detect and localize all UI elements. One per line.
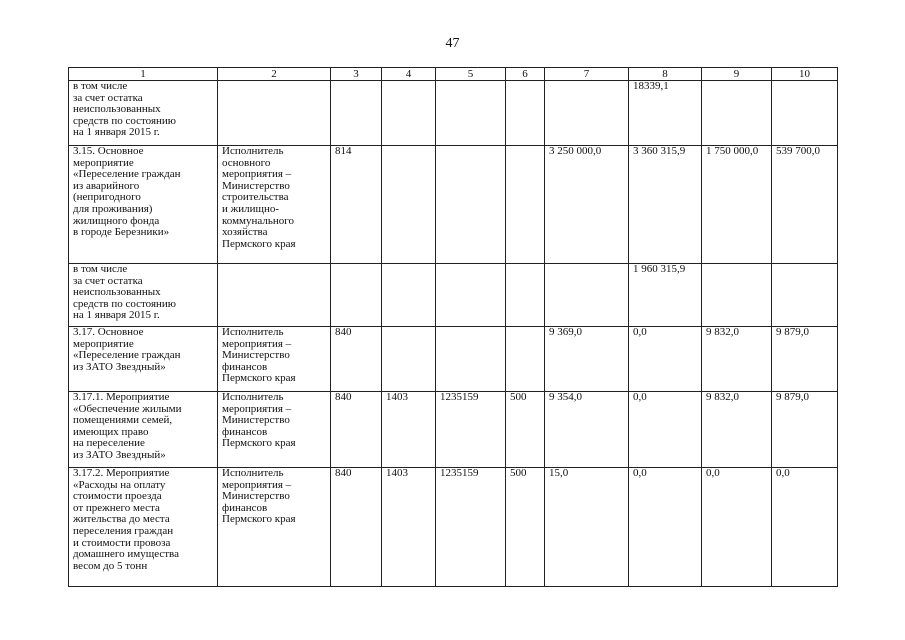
table-cell: 1403 <box>382 468 436 587</box>
table-row <box>69 327 838 392</box>
table-cell <box>382 327 436 392</box>
table-cell: 840 <box>331 392 382 468</box>
table-cell: 1403 <box>382 392 436 468</box>
table-cell: в том числе за счет остатка неиспользованных средств по состоянию на 1 января 2015 г. <box>69 264 218 327</box>
column-header: 10 <box>772 68 838 81</box>
table-cell: 1235159 <box>436 392 506 468</box>
table-cell: 3.15. Основное мероприятие «Переселение граждан из аварийного (непригодного для проживания) жилищного фонда в городе Березники» <box>69 146 218 264</box>
table-cell <box>382 81 436 146</box>
column-header: 1 <box>69 68 218 81</box>
table-cell <box>331 81 382 146</box>
header-row <box>69 68 838 81</box>
table-cell: 18339,1 <box>629 81 702 146</box>
page-number: 47 <box>445 36 460 51</box>
table-cell <box>506 327 545 392</box>
table-cell: 3.17.1. Мероприятие «Обеспечение жилыми помещениями семей, имеющих право на переселение из ЗАТО Звездный» <box>69 392 218 468</box>
column-header: 6 <box>506 68 545 81</box>
table-cell <box>436 81 506 146</box>
table-cell: Исполнитель мероприятия – Министерство финансов Пермского края <box>218 327 331 392</box>
column-header: 3 <box>331 68 382 81</box>
table-cell <box>218 81 331 146</box>
table-cell: 9 354,0 <box>545 392 629 468</box>
table-cell: Исполнитель основного мероприятия – Министерство строительства и жилищно- коммунального хозяйства Пермского края <box>218 146 331 264</box>
table-cell: 1 750 000,0 <box>702 146 772 264</box>
table-cell: 0,0 <box>629 468 702 587</box>
column-header: 5 <box>436 68 506 81</box>
table-cell: 3.17. Основное мероприятие «Переселение граждан из ЗАТО Звездный» <box>69 327 218 392</box>
table-cell: 500 <box>506 392 545 468</box>
table-cell: 1 960 315,9 <box>629 264 702 327</box>
table-cell: 0,0 <box>772 468 838 587</box>
table-cell: 0,0 <box>629 327 702 392</box>
table-cell: 814 <box>331 146 382 264</box>
column-header: 9 <box>702 68 772 81</box>
table-cell: 1235159 <box>436 468 506 587</box>
table-cell: 539 700,0 <box>772 146 838 264</box>
table-cell <box>545 81 629 146</box>
table-cell <box>218 264 331 327</box>
table-cell: 0,0 <box>629 392 702 468</box>
table-row <box>69 146 838 264</box>
table-cell: 3 360 315,9 <box>629 146 702 264</box>
table-cell <box>436 327 506 392</box>
table-cell <box>506 146 545 264</box>
table-cell: 3.17.2. Мероприятие «Расходы на оплату стоимости проезда от прежнего места жительства до места переселения граждан и стоимости провоза домашнего имущества весом до 5 тонн <box>69 468 218 587</box>
table-cell: 9 369,0 <box>545 327 629 392</box>
column-header: 8 <box>629 68 702 81</box>
table-cell: Исполнитель мероприятия – Министерство финансов Пермского края <box>218 392 331 468</box>
column-header: 4 <box>382 68 436 81</box>
table-cell: 9 832,0 <box>702 392 772 468</box>
table-cell <box>772 81 838 146</box>
table-cell: 500 <box>506 468 545 587</box>
table-cell <box>772 264 838 327</box>
table-cell <box>506 81 545 146</box>
table-cell: 840 <box>331 468 382 587</box>
table-cell: Исполнитель мероприятия – Министерство финансов Пермского края <box>218 468 331 587</box>
table-row <box>69 468 838 587</box>
table-cell <box>702 81 772 146</box>
table-cell <box>506 264 545 327</box>
table-cell <box>331 264 382 327</box>
table-cell <box>545 264 629 327</box>
table-cell <box>436 146 506 264</box>
table-cell: 9 879,0 <box>772 327 838 392</box>
table-cell <box>702 264 772 327</box>
table-cell <box>436 264 506 327</box>
table-cell: 3 250 000,0 <box>545 146 629 264</box>
table-cell: 9 879,0 <box>772 392 838 468</box>
table-row <box>69 81 838 146</box>
column-header: 2 <box>218 68 331 81</box>
table-cell <box>382 146 436 264</box>
table-cell <box>382 264 436 327</box>
table-row <box>69 264 838 327</box>
table-row <box>69 392 838 468</box>
column-header: 7 <box>545 68 629 81</box>
table-cell: 0,0 <box>702 468 772 587</box>
table-cell: в том числе за счет остатка неиспользованных средств по состоянию на 1 января 2015 г. <box>69 81 218 146</box>
table-cell: 840 <box>331 327 382 392</box>
budget-table <box>68 67 838 587</box>
table-cell: 15,0 <box>545 468 629 587</box>
table-cell: 9 832,0 <box>702 327 772 392</box>
